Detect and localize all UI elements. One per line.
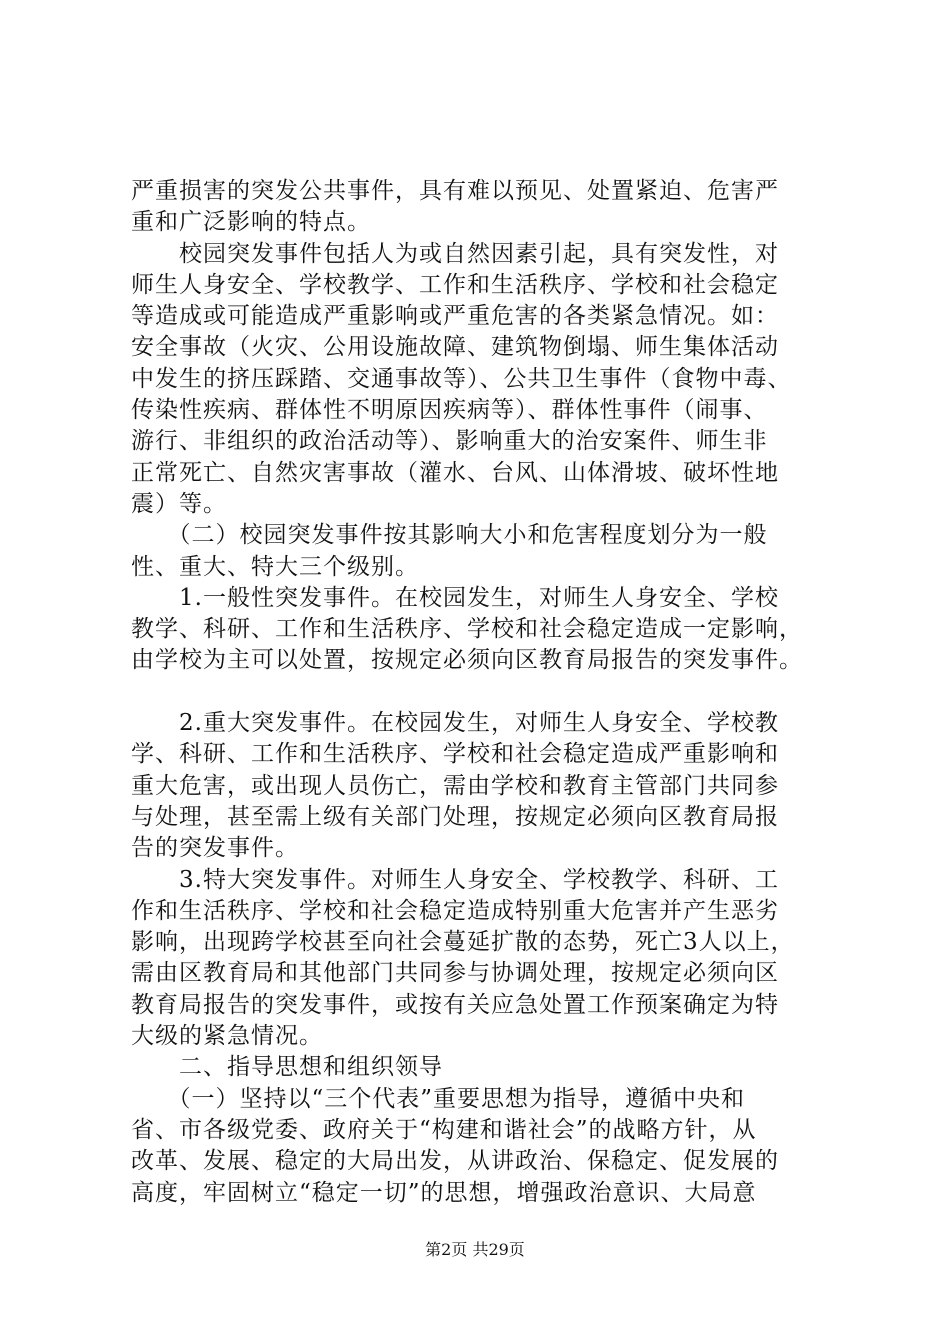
text-line: 需由区教育局和其他部门共同参与协调处理，按规定必须向区 (131, 960, 779, 987)
text-line: 性、重大、特大三个级别。 (131, 553, 419, 580)
text-line: 告的突发事件。 (131, 835, 299, 862)
text-line: 影响，出现跨学校甚至向社会蔓延扩散的态势，死亡3人以上， (131, 929, 795, 956)
text-line: （一）坚持以“三个代表”重要思想为指导，遵循中央和 (131, 1085, 746, 1112)
text-line: 严重损害的突发公共事件，具有难以预见、处置紧迫、危害严 (131, 178, 779, 204)
text-line: 学、科研、工作和生活秩序、学校和社会稳定造成严重影响和 (131, 741, 779, 768)
page-number-footer: 第2页 共29页 (425, 1240, 525, 1259)
text-line: 校园突发事件包括人为或自然因素引起，具有突发性，对 (131, 240, 779, 267)
text-line: 重和广泛影响的特点。 (131, 209, 371, 236)
text-line: 与处理，甚至需上级有关部门处理，按规定必须向区教育局报 (131, 803, 779, 830)
text-line: 震）等。 (131, 490, 227, 517)
text-line: 教育局报告的突发事件，或按有关应急处置工作预案确定为特 (131, 991, 779, 1018)
text-line: 教学、科研、工作和生活秩序、学校和社会稳定造成一定影响， (131, 616, 803, 643)
text-line: 游行、非组织的政治活动等）、影响重大的治安案件、师生非 (131, 428, 768, 455)
section-heading: 二、指导思想和组织领导 (131, 1054, 443, 1081)
text-line: 省、市各级党委、政府关于“构建和谐社会”的战略方针，从 (131, 1116, 757, 1143)
text-line: 传染性疾病、群体性不明原因疾病等）、群体性事件（闹事、 (131, 397, 768, 424)
text-line: 作和生活秩序、学校和社会稳定造成特别重大危害并产生恶劣 (131, 897, 779, 924)
text-line: 由学校为主可以处置，按规定必须向区教育局报告的突发事件。 (131, 647, 803, 674)
text-line: 正常死亡、自然灾害事故（灌水、台风、山体滑坡、破坏性地 (131, 459, 779, 486)
text-line: 高度，牢固树立“稳定一切”的思想，增强政治意识、大局意 (131, 1179, 757, 1206)
text-line: 2.重大突发事件。在校园发生，对师生人身安全、学校教 (131, 710, 779, 737)
text-line: 大级的紧急情况。 (131, 1023, 323, 1050)
text-line: 1.一般性突发事件。在校园发生，对师生人身安全、学校 (131, 584, 779, 611)
text-line: 安全事故（火灾、公用设施故障、建筑物倒塌、师生集体活动 (131, 334, 779, 361)
text-line: （二）校园突发事件按其影响大小和危害程度划分为一般 (131, 522, 768, 549)
paragraph-gap (131, 677, 831, 708)
text-line: 重大危害，或出现人员伤亡，需由学校和教育主管部门共同参 (131, 772, 779, 799)
text-line: 中发生的挤压踩踏、交通事故等）、公共卫生事件（食物中毒、 (131, 365, 792, 392)
text-line: 师生人身安全、学校教学、工作和生活秩序、学校和社会稳定 (131, 271, 779, 298)
document-body (131, 176, 831, 1209)
text-line: 3.特大突发事件。对师生人身安全、学校教学、科研、工 (131, 866, 779, 893)
text-line: 改革、发展、稳定的大局出发，从讲政治、保稳定、促发展的 (131, 1148, 779, 1175)
text-line: 等造成或可能造成严重影响或严重危害的各类紧急情况。如： (131, 303, 779, 330)
